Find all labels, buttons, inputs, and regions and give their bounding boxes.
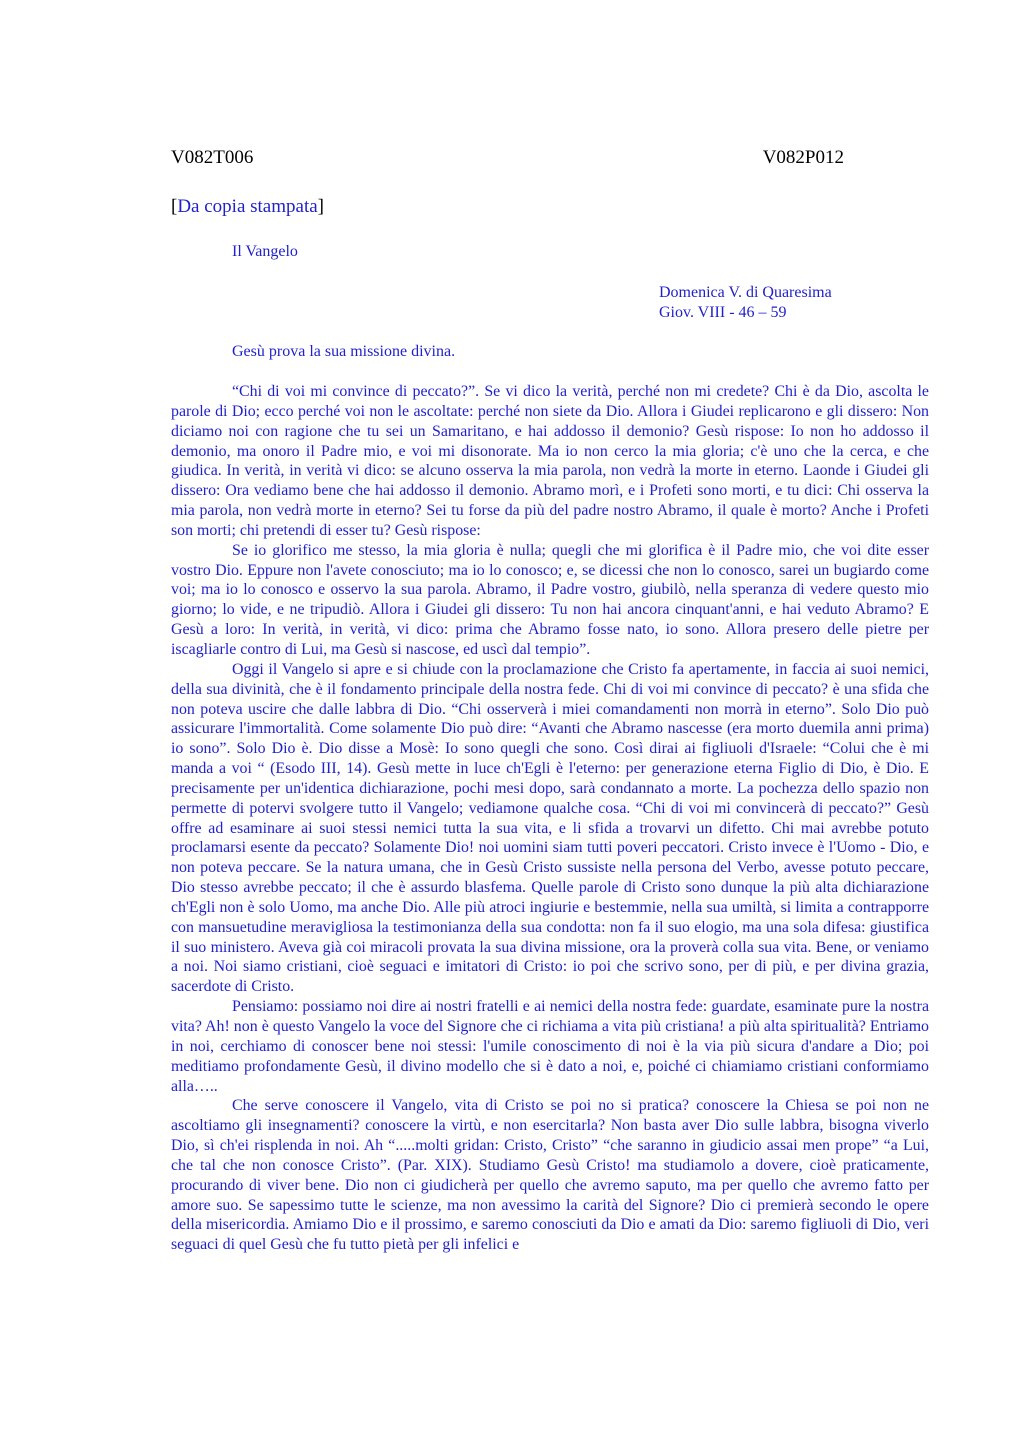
source-note-text: Da copia stampata: [177, 196, 318, 217]
source-note-open-bracket: [: [171, 196, 178, 217]
liturgical-occasion: [659, 283, 832, 323]
source-note: [171, 195, 324, 219]
body-paragraph: Se io glorifico me stesso, la mia gloria è nulla; quegli che mi glorifica è il Padre mio, che voi dite esser vostro Dio. Eppure non l'avete conosciuto; ma io lo conosco; e, se dicessi che non lo conosco, sarei un bugiardo come voi; ma io lo conosco e osservo la sua parola. Abramo, il Padre vostro, giubilò, nella speranza di vedere questo mio giorno; lo vide, e ne tripudiò. Allora i Giudei gli dissero: Tu non hai ancora cinquant'anni, e hai veduto Abramo? E Gesù a loro: In verità, in verità, vi dico: prima che Abramo fosse nato, io sono. Allora presero delle pietre per iscagliarle contro di Lui, ma Gesù si nascose, ed uscì dal tempio”.: [171, 541, 929, 658]
sermon-subtitle: Gesù prova la sua missione divina.: [232, 343, 456, 360]
section-title: Il Vangelo: [232, 243, 298, 260]
body-paragraph: Oggi il Vangelo si apre e si chiude con la proclamazione che Cristo fa apertamente, in faccia ai suoi nemici, della sua divinità, che è il fondamento principale della nostra fede. Chi di voi mi convince di peccato? è una sfida che non poteva uscire che dalle labbra di Dio. “Chi osserverà i miei comandamenti non morrà in eterno”. Solo Dio può assicurare l'immortalità. Come solamente Dio può dire: “Avanti che Abramo nascesse (era morto duemila anni prima) io sono”. Solo Dio è. Dio disse a Mosè: Io sono quegli che sono. Così dirai ai figliuoli d'Israele: “Colui che è mi manda a voi “ (Esodo III, 14). Gesù mette in luce ch'Egli è l'eterno: per generazione eterna Figlio di Dio, è Dio. E precisamente per un'identica dichiarazione, pochi mesi dopo, sarà condannato a morte. La pochezza dello spazio non permette di potervi svolgere tutto il Vangelo; vediamone qualche cosa. “Chi di voi mi convincerà di peccato?” Gesù offre ad esaminare ai suoi stessi nemici tutta la sua vita, e li sfida a trovarvi un difetto. Chi mai avrebbe potuto proclamarsi esente da peccato? Solamente Dio! noi uomini siam tutti poveri peccatori. Cristo invece è l'Uomo - Dio, e non poteva peccare. Se la natura umana, che in Gesù Cristo sussiste nella persona del Verbo, avesse potuto peccare, Dio stesso avrebbe peccato; il che è assurdo blasfema. Quelle parole di Cristo sono dunque la più alta dichiarazione ch'Egli non è solo Uomo, ma anche Dio. Alle più atroci ingiurie e bestemmie, nella sua umiltà, si limita a contrapporre con mansuetudine meravigliosa la testimonianza della sua condotta: non fa il suo elogio, ma una sola difesa: giustifica il suo ministero. Aveva già coi miracoli provata la sua divina missione, ora la proverà colla sua vita. Bene, or veniamo a noi. Noi siamo cristiani, cioè seguaci e imitatori di Cristo: io poi che scrivo sono, per di più, e per divina grazia, sacerdote di Cristo.: [171, 660, 929, 996]
body-paragraph: Pensiamo: possiamo noi dire ai nostri fratelli e ai nemici della nostra fede: guardate, esaminate pure la nostra vita? Ah! non è questo Vangelo la voce del Signore che ci richiama a vita più cristiana! a più alta spiritualità? Entriamo in noi, cerchiamo di conoscer bene noi stessi: l'umile conoscimento di noi è la via più sicura d'andare a Dio; poi meditiamo profondamente Gesù, il divino modello che si è dato a noi, e, poiché ci chiamiamo cristiani conformiamo alla…..: [171, 998, 929, 1095]
document-code-right: V082P012: [762, 147, 844, 168]
sermon-body: [171, 382, 929, 1255]
occasion-day: Domenica V. di Quaresima: [659, 284, 832, 301]
body-paragraph: Che serve conoscere il Vangelo, vita di Cristo se poi no si pratica? conoscere la Chiesa se poi non ne ascoltiamo gli insegnamenti? conoscere la virtù, e non esercitarla? Non basta aver Dio sulle labbra, bisogna viverlo Dio, sì ch'ei risplenda in noi. Ah “.....molti gridan: Cristo, Cristo” “che saranno in giudicio assai men prope” “a Lui, che tal che non conosce Cristo”. (Par. XIX). Studiamo Gesù Cristo! ma studiamolo a dovere, cioè praticamente, procurando di viver bene. Dio non ci giudicherà per quello che avremo saputo, ma per quello che avremo fatto per amore suo. Se sapessimo tutte le scienze, ma non avessimo la carità del Signore? Dio ci premierà secondo le opere della misericordia. Amiamo Dio e il prossimo, e saremo conosciuti da Dio e amati da Dio: saremo figliuoli di Dio, veri seguaci di quel Gesù che fu tutto pietà per gli infelici e: [171, 1097, 929, 1254]
source-note-close-bracket: ]: [317, 196, 324, 217]
occasion-reference: Giov. VIII - 46 – 59: [659, 304, 787, 321]
document-code-left: V082T006: [171, 147, 254, 168]
body-paragraph: “Chi di voi mi convince di peccato?”. Se vi dico la verità, perché non mi credete? Chi è da Dio, ascolta le parole di Dio; ecco perché voi non le ascoltate: perché non siete da Dio. Allora i Giudei replicarono e gli dissero: Non diciamo noi con ragione che tu sei un Samaritano, e hai addosso il demonio? Gesù rispose: Io non ho addosso il demonio, ma onoro il Padre mio, e voi mi disonorate. Ma io non cerco la mia gloria; c'è uno che la cerca, e che giudica. In verità, in verità vi dico: se alcuno osserva la mia parola, non vedrà la morte in eterno. Laonde i Giudei gli dissero: Ora vediamo bene che hai addosso il demonio. Abramo morì, e i Profeti sono morti, e tu dici: Chi osserva la mia parola, non vedrà morte in eterno? Sei tu forse da più del padre nostro Abramo, il quale è morto? Anche i Profeti son morti; chi pretendi di esser tu? Gesù rispose:: [171, 383, 929, 539]
